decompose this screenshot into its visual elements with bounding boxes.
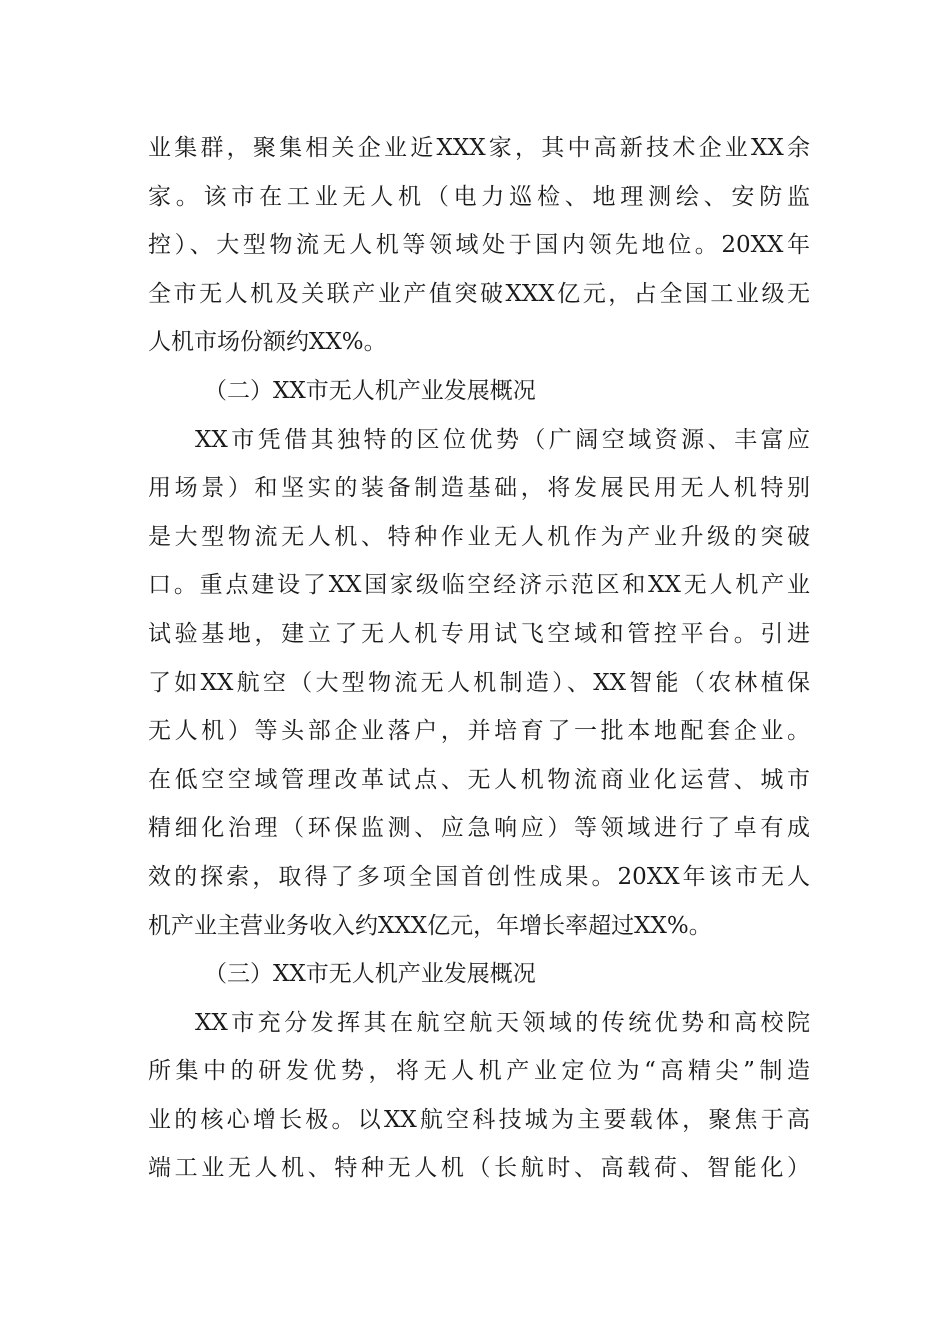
paragraph-2-line-7: 无人机）等头部企业落户，并培育了一批本地配套企业。	[148, 718, 810, 745]
document-body	[148, 124, 810, 1193]
paragraph-3-line-1: XX市充分发挥其在航空航天领域的传统优势和高校院	[195, 1009, 810, 1036]
paragraph-2-line-6: 了如XX航空（大型物流无人机制造）、XX智能（农林植保	[148, 669, 810, 696]
paragraph-2-line-4: 口。重点建设了XX国家级临空经济示范区和XX无人机产业	[148, 572, 810, 599]
paragraph-2-line-9: 精细化治理（环保监测、应急响应）等领域进行了卓有成	[148, 815, 810, 842]
paragraph-2-line-8: 在低空空域管理改革试点、无人机物流商业化运营、城市	[148, 766, 810, 793]
paragraph-2-line-1: XX市凭借其独特的区位优势（广阔空域资源、丰富应	[195, 426, 810, 453]
section-heading-2: （二）XX市无人机产业发展概况	[204, 377, 536, 404]
paragraph-2-line-5: 试验基地，建立了无人机专用试飞空域和管控平台。引进	[148, 620, 810, 647]
paragraph-2-line-3: 是大型物流无人机、特种作业无人机作为产业升级的突破	[148, 523, 810, 550]
paragraph-2-line-11: 机产业主营业务收入约XXX亿元，年增长率超过XX%。	[148, 912, 712, 939]
paragraph-1-line-1: 业集群，聚集相关企业近XXX家，其中高新技术企业XX余	[148, 135, 810, 161]
paragraph-1-line-5: 人机市场份额约XX%。	[148, 329, 387, 356]
paragraph-3-line-4: 端工业无人机、特种无人机（长航时、高载荷、智能化）	[148, 1155, 810, 1182]
paragraph-1-line-4: 全市无人机及关联产业产值突破XXX亿元，占全国工业级无	[148, 280, 810, 307]
paragraph-1-line-3: 控）、大型物流无人机等领域处于国内领先地位。20XX年	[148, 232, 810, 259]
paragraph-2-line-10: 效的探索，取得了多项全国首创性成果。20XX年该市无人	[148, 863, 810, 890]
paragraph-1-line-2: 家。该市在工业无人机（电力巡检、地理测绘、安防监	[148, 183, 810, 210]
section-heading-3: （三）XX市无人机产业发展概况	[204, 961, 536, 988]
paragraph-2-line-2: 用场景）和坚实的装备制造基础，将发展民用无人机特别	[148, 475, 810, 502]
paragraph-3-line-3: 业的核心增长极。以XX航空科技城为主要载体，聚焦于高	[148, 1106, 810, 1133]
paragraph-3-line-2: 所集中的研发优势，将无人机产业定位为“高精尖”制造	[148, 1058, 810, 1085]
